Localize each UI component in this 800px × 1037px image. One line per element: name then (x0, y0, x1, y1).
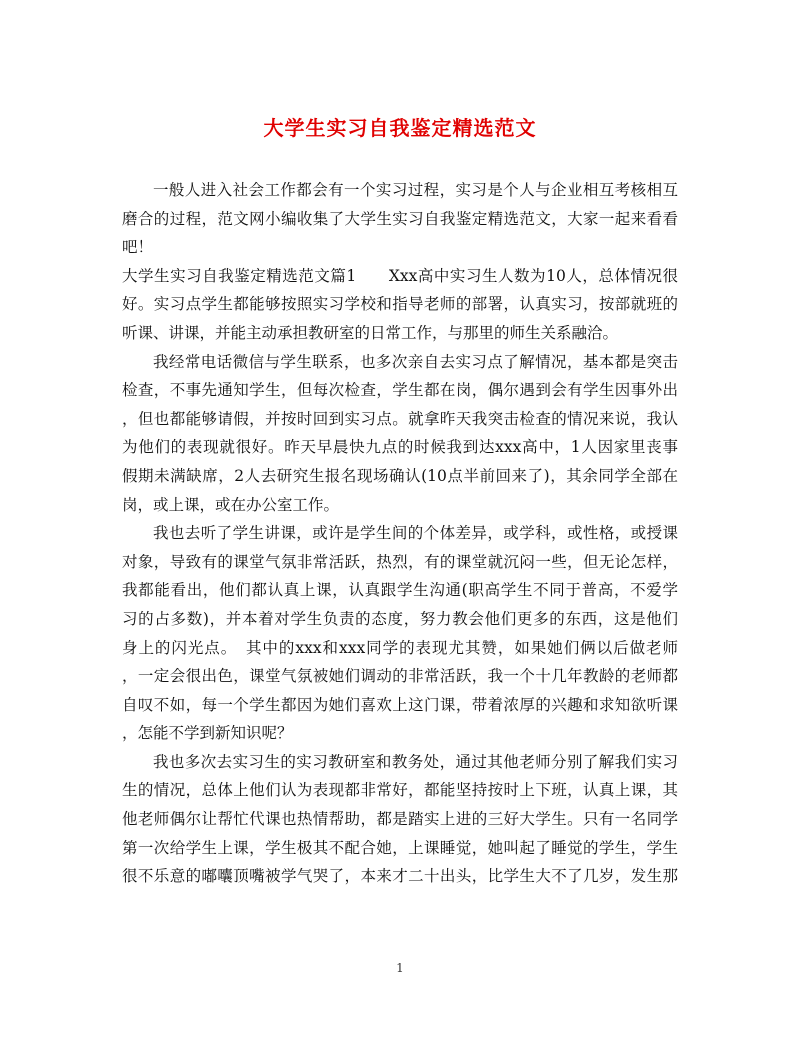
text-line: 身上的闪光点。 其中的xxx和xxx同学的表现尤其赞，如果她们俩以后做老师 (122, 638, 678, 657)
text-line: 我也多次去实习生的实习教研室和教务处，通过其他老师分别了解我们实习 (153, 752, 678, 771)
document-title: 大学生实习自我鉴定精选范文 (263, 116, 537, 140)
text-line: 好。实习点学生都能够按照实习学校和指导老师的部署，认真实习，按部就班的 (122, 295, 678, 314)
text-line: 我也去听了学生讲课，或许是学生间的个体差异，或学科，或性格，或授课 (153, 524, 678, 543)
text-line: 自叹不如，每一个学生都因为她们喜欢上这门课，带着浓厚的兴趣和求知欲听课 (122, 695, 678, 714)
text-line: 一般人进入社会工作都会有一个实习过程，实习是个人与企业相互考核相互 (153, 181, 678, 199)
text-line: ，怎能不学到新知识呢？ (122, 724, 293, 743)
text-line: ，一定会很出色，课堂气氛被她们调动的非常活跃，我一个十几年教龄的老师都 (122, 667, 678, 686)
text-line: 习的占多数)，并本着对学生负责的态度，努力教会他们更多的东西，这是他们 (122, 609, 678, 628)
text-line: 我经常电话微信与学生联系，也多次亲自去实习点了解情况，基本都是突击 (153, 352, 678, 371)
text-line: 检查，不事先通知学生，但每次检查，学生都在岗，偶尔遇到会有学生因事外出 (122, 381, 678, 400)
text-line: 对象，导致有的课堂气氛非常活跃，热烈，有的课堂就沉闷一些，但无论怎样， (122, 552, 678, 571)
text-line: 第一次给学生上课，学生极其不配合她，上课睡觉，她叫起了睡觉的学生，学生 (122, 838, 678, 857)
text-line: 假期未满缺席，2人去研究生报名现场确认(10点半前回来了)，其余同学全部在 (122, 466, 678, 485)
document-body (122, 176, 678, 891)
text-line: 大学生实习自我鉴定精选范文篇1 Xxx高中实习生人数为10人，总体情况很 (122, 266, 678, 285)
text-line: 磨合的过程，范文网小编收集了大学生实习自我鉴定精选范文，大家一起来看看 (122, 209, 678, 228)
text-line: 生的情况，总体上他们认为表现都非常好，都能坚持按时上下班，认真上课，其 (122, 781, 678, 800)
text-line: 岗，或上课，或在办公室工作。 (122, 495, 340, 514)
text-line: 他老师偶尔让帮忙代课也热情帮助，都是踏实上进的三好大学生。只有一名同学 (122, 810, 678, 829)
text-line: 听课、讲课，并能主动承担教研室的日常工作，与那里的师生关系融洽。 (122, 323, 619, 342)
text-line: 为他们的表现就很好。昨天早晨快九点的时候我到达xxx高中，1人因家里丧事 (122, 438, 678, 457)
text-line: 很不乐意的嘟囔顶嘴被学气哭了，本来才二十出头，比学生大不了几岁，发生那 (122, 867, 678, 886)
text-line: ，但也都能够请假，并按时回到实习点。就拿昨天我突击检查的情况来说，我认 (122, 409, 678, 428)
text-line: 我都能看出，他们都认真上课，认真跟学生沟通(职高学生不同于普高，不爱学 (122, 581, 678, 600)
page-number: 1 (396, 961, 404, 975)
text-line: 吧！ (122, 238, 154, 257)
